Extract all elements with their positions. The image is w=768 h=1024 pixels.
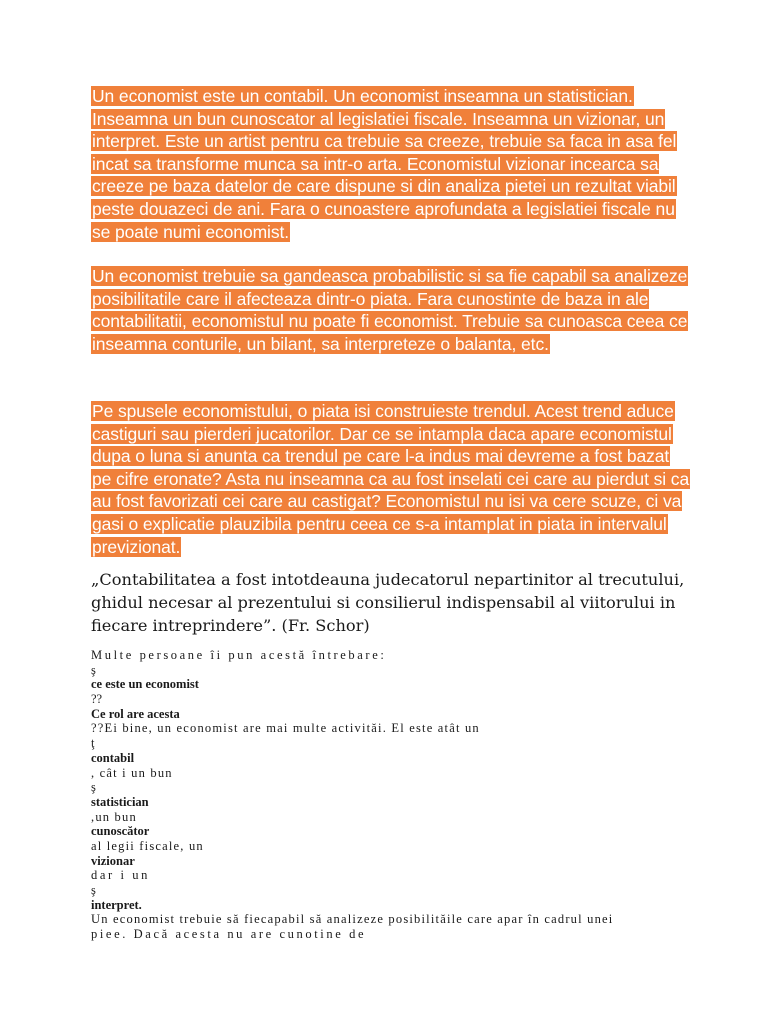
extract-line-bold: vizionar (91, 853, 135, 868)
extract-line: ?? (91, 692, 103, 707)
extract-line-bold: cunoscător (91, 824, 150, 839)
extract-line-bold: contabil (91, 750, 135, 765)
extract-line: ??Ei bine, un economist are mai multe activităi. El este atât un (91, 721, 480, 736)
highlighted-text: Un economist este un contabil. Un economist inseamna un statistician. Inseamna un bun cunoscator al legislatiei fiscale. Inseamna un vizionar, un interpret. Este un artist pentru ca trebuie sa creeze, trebuie sa faca in asa fel incat sa transforme munca sa intr-o arta. Economistul vizionar incearca sa creeze pe baza datelor de care dispune si din analiza pietei un rezultat viabil peste douazeci de ani. Fara o cunoastere aprofundata a legislatiei fiscale nu se poate numi economist. (92, 86, 677, 242)
extract-line: ş (91, 780, 96, 795)
extract-line: ş (91, 662, 96, 677)
extract-line-bold: Ce rol are acesta (91, 706, 180, 721)
quote-block: „Contabilitatea a fost intotdeauna judecatorul nepartinitor al trecutului, ghidul necesar al prezentului si consilierul indispensabil al viitorului in fiecare intreprindere”. (Fr. Schor) (91, 570, 685, 635)
extract-line: ţ (91, 736, 95, 751)
extract-line-bold: interpret. (91, 897, 142, 912)
extract-line: dar i un (91, 868, 150, 883)
extract-line: piee. Dacă acesta nu are cunotine de (91, 927, 367, 942)
highlighted-text: Pe spusele economistului, o piata isi construieste trendul. Acest trend aduce castiguri sau pierderi jucatorilor. Dar ce se intampla daca apare economistul dupa o luna si anunta ca trendul pe care l-a indus mai devreme a fost bazat pe cifre eronate? Asta nu inseamna ca au fost inselati cei care au pierdut si ca au fost favorizati cei care au castigat? Economistul nu isi va cere scuze, ci va gasi o explicatie plauzibila pentru ceea ce s-a intamplat in piata in intervalul previzionat. (92, 401, 690, 557)
highlighted-paragraph-2 (91, 265, 691, 355)
extract-line: Multe persoane îi pun acestă întrebare: (91, 648, 387, 662)
extract-line-bold: statistician (91, 794, 149, 809)
extract-line-bold: ce este un economist (91, 677, 199, 692)
highlighted-paragraph-3 (91, 400, 691, 558)
extract-line: , cât i un bun (91, 765, 173, 780)
extract-line: al legii fiscale, un (91, 838, 204, 853)
highlighted-paragraph-1 (91, 85, 691, 243)
extract-line: Un economist trebuie să fiecapabil să analizeze posibilităile care apar în cadrul unei (91, 912, 614, 927)
extract-line: ş (91, 883, 96, 897)
highlighted-text: Un economist trebuie sa gandeasca probabilistic si sa fie capabil sa analizeze posibilitatile care il afecteaza dintr-o piata. Fara cunostinte de baza in ale contabilitatii, economistul nu poate fi economist. Trebuie sa cunoasca ceea ce inseamna conturile, un bilant, sa interpreteze o balanta, etc. (92, 266, 688, 354)
text-extract (91, 648, 731, 942)
extract-line: ,un bun (91, 809, 137, 824)
